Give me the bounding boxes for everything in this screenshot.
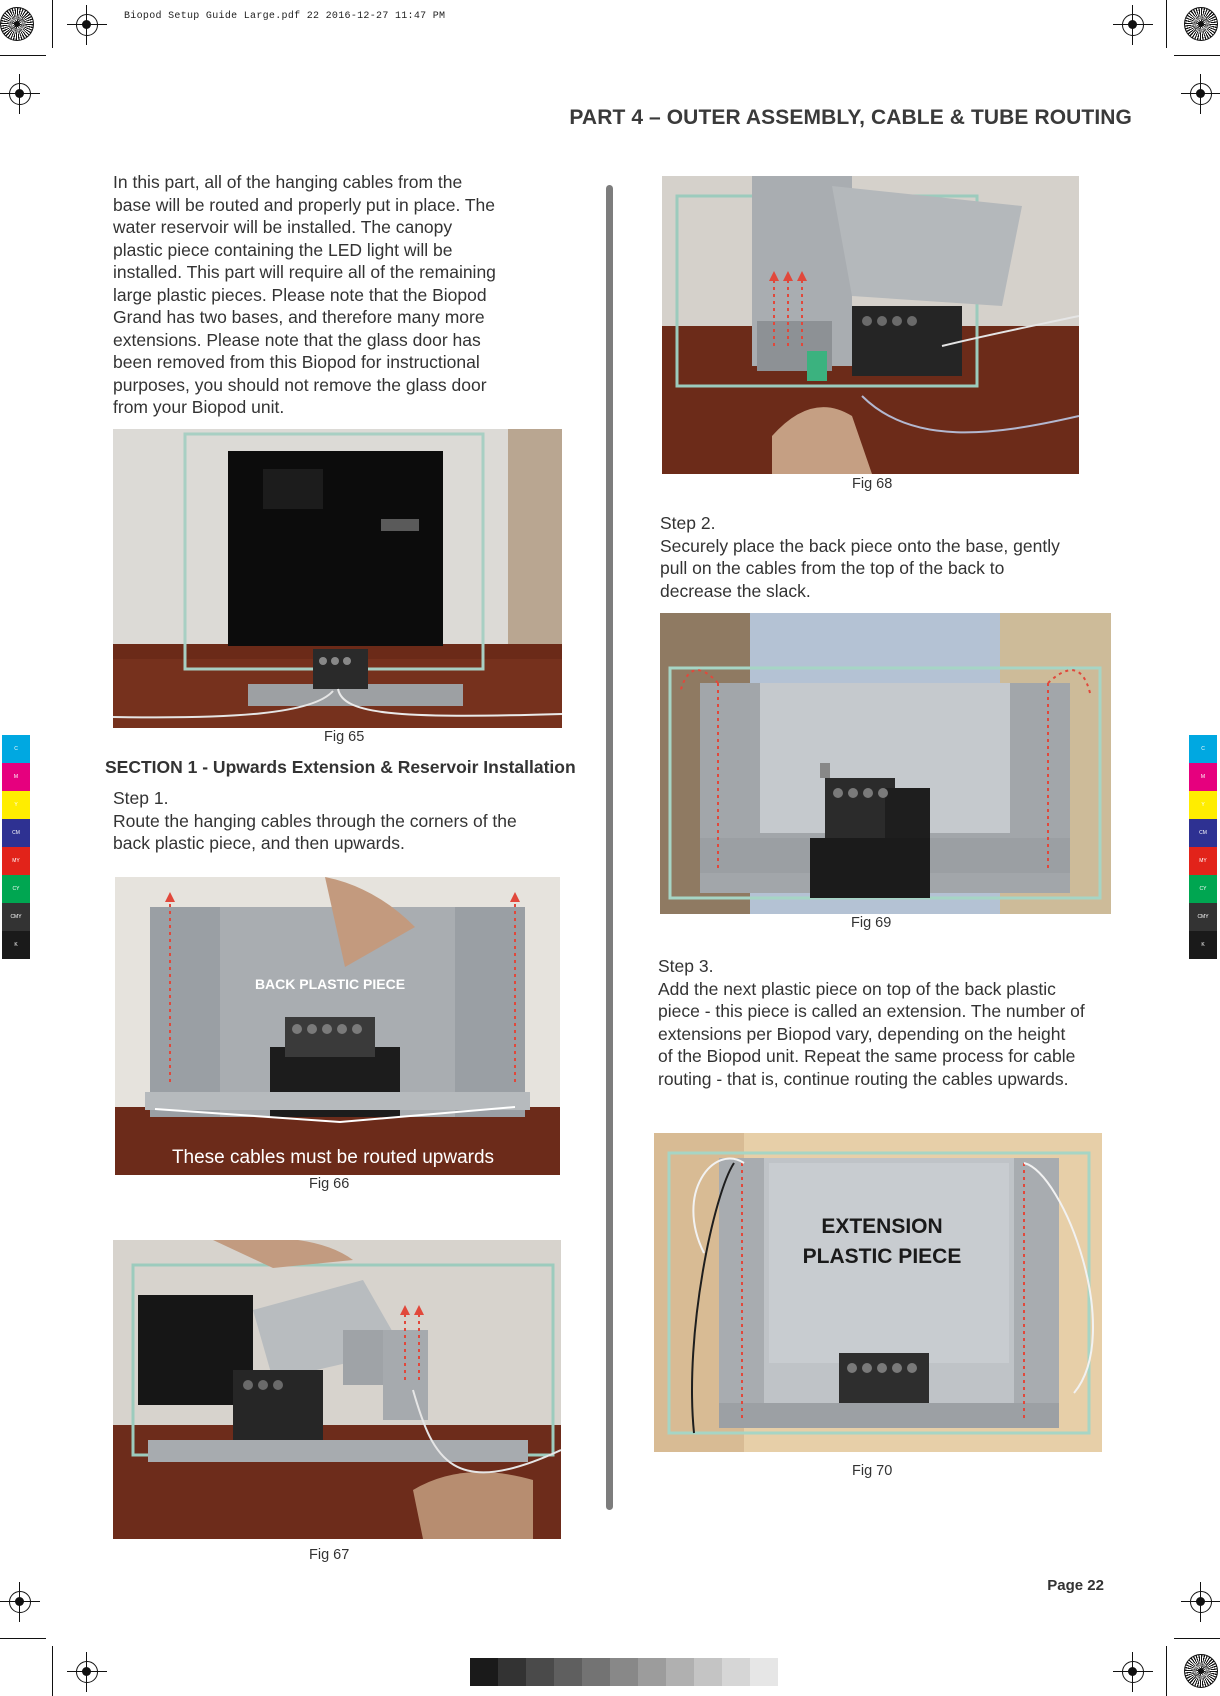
step2-line: decrease the slack.	[660, 580, 811, 601]
step2-label: Step 2.	[660, 513, 716, 533]
intro-line: purposes, you should not remove the glass door	[113, 374, 487, 395]
intro-line: extensions. Please note that the glass door has	[113, 329, 481, 350]
crop-mark	[0, 1638, 46, 1639]
color-patch: Y	[1189, 791, 1217, 819]
color-patch: CMY	[1189, 903, 1217, 931]
color-patch: M	[1189, 763, 1217, 791]
color-patch: MY	[2, 847, 30, 875]
color-patch: C	[2, 735, 30, 763]
fig67-photo	[113, 1240, 561, 1539]
crop-mark	[1174, 55, 1220, 56]
color-patch: K	[1189, 931, 1217, 959]
color-patch: MY	[1189, 847, 1217, 875]
printer-rosette-top-right	[1184, 7, 1218, 41]
fig65-photo	[113, 429, 562, 728]
color-patch: Y	[2, 791, 30, 819]
gray-patch	[582, 1658, 610, 1686]
printer-rosette-top-left	[0, 7, 34, 41]
registration-mark-top-left	[67, 5, 107, 45]
section-heading: SECTION 1 - Upwards Extension & Reservoir Installation	[105, 757, 576, 777]
step1-label: Step 1.	[113, 788, 169, 808]
crop-mark	[0, 55, 46, 56]
gray-patch	[526, 1658, 554, 1686]
color-patch: CY	[2, 875, 30, 903]
color-patch: CM	[1189, 819, 1217, 847]
column-divider	[606, 185, 613, 1510]
color-bar-right	[1189, 735, 1217, 959]
gray-patch	[722, 1658, 750, 1686]
step3-line: routing - that is, continue routing the cables upwards.	[658, 1068, 1069, 1089]
intro-paragraph	[113, 171, 593, 419]
printer-rosette-bottom-right	[1184, 1654, 1218, 1688]
intro-line: water reservoir will be installed. The canopy	[113, 217, 453, 237]
fig66-overlay-label: BACK PLASTIC PIECE	[254, 976, 406, 992]
fig69-caption: Fig 69	[851, 915, 892, 931]
color-patch: M	[2, 763, 30, 791]
registration-mark-left-lower	[0, 1582, 40, 1622]
gray-patch	[750, 1658, 778, 1686]
fig70-overlay-line1: EXTENSION	[821, 1215, 943, 1238]
step1-block	[113, 787, 593, 855]
color-patch: CMY	[2, 903, 30, 931]
gray-patch	[666, 1658, 694, 1686]
intro-line: large plastic pieces. Please note that the Biopod	[113, 284, 487, 305]
step2-line: Securely place the back piece onto the base, gently	[660, 535, 1060, 556]
registration-mark-bottom-left	[67, 1652, 107, 1692]
intro-line: been removed from this Biopod for instructional	[113, 352, 480, 372]
step3-line: extensions per Biopod vary, depending on the height	[658, 1023, 1066, 1044]
registration-mark-top-right	[1113, 5, 1153, 45]
crop-mark	[52, 1646, 53, 1696]
intro-line: plastic piece containing the LED light will be	[113, 239, 453, 260]
color-patch: K	[2, 931, 30, 959]
gray-patch	[694, 1658, 722, 1686]
crop-mark	[1166, 1646, 1167, 1696]
step2-line: pull on the cables from the top of the back to	[660, 558, 1005, 578]
gray-patch	[470, 1658, 498, 1686]
step1-line: Route the hanging cables through the corners of the	[113, 810, 517, 831]
color-patch: CM	[2, 819, 30, 847]
step3-line: of the Biopod unit. Repeat the same process for cable	[658, 1046, 1076, 1066]
fig66-caption: Fig 66	[309, 1176, 350, 1192]
step2-block	[660, 512, 1140, 602]
intro-line: installed. This part will require all of the remaining	[113, 262, 496, 282]
fig70-overlay-line2: PLASTIC PIECE	[802, 1245, 962, 1268]
fig69-photo	[660, 613, 1111, 914]
intro-line: Grand has two bases, and therefore many more	[113, 307, 485, 327]
registration-mark-right-upper	[1181, 74, 1220, 114]
fig68-photo	[662, 176, 1079, 474]
step1-line: back plastic piece, and then upwards.	[113, 833, 405, 853]
part-title: PART 4 – OUTER ASSEMBLY, CABLE & TUBE ROUTING	[569, 106, 1132, 129]
registration-mark-right-lower	[1181, 1582, 1220, 1622]
crop-mark	[1166, 0, 1167, 48]
intro-line: base will be routed and properly put in place. The	[113, 194, 496, 215]
color-patch: CY	[1189, 875, 1217, 903]
fig70-caption: Fig 70	[852, 1463, 893, 1479]
gray-ramp	[470, 1658, 778, 1686]
step3-line: piece - this piece is called an extension. The number of	[658, 1001, 1085, 1021]
step3-block	[658, 955, 1148, 1090]
fig66-photo	[115, 877, 560, 1175]
page-number: Page 22	[1047, 1577, 1104, 1594]
registration-mark-bottom-right	[1113, 1652, 1153, 1692]
print-slug: Biopod Setup Guide Large.pdf 22 2016-12-27 11:47 PM	[124, 11, 446, 22]
step3-line: Add the next plastic piece on top of the back plastic	[658, 978, 1056, 999]
intro-line: In this part, all of the hanging cables from the	[113, 172, 463, 192]
intro-line: from your Biopod unit.	[113, 397, 285, 417]
registration-mark-left-upper	[0, 74, 40, 114]
fig66-overlay-caption: These cables must be routed upwards	[171, 1147, 495, 1168]
fig68-caption: Fig 68	[852, 476, 893, 492]
fig65-caption: Fig 65	[324, 729, 365, 745]
crop-mark	[52, 0, 53, 48]
crop-mark	[1174, 1638, 1220, 1639]
gray-patch	[554, 1658, 582, 1686]
color-bar-left	[2, 735, 30, 959]
gray-patch	[638, 1658, 666, 1686]
step3-label: Step 3.	[658, 956, 714, 976]
color-patch: C	[1189, 735, 1217, 763]
fig70-photo	[654, 1133, 1102, 1452]
fig67-caption: Fig 67	[309, 1547, 350, 1563]
gray-patch	[610, 1658, 638, 1686]
gray-patch	[498, 1658, 526, 1686]
